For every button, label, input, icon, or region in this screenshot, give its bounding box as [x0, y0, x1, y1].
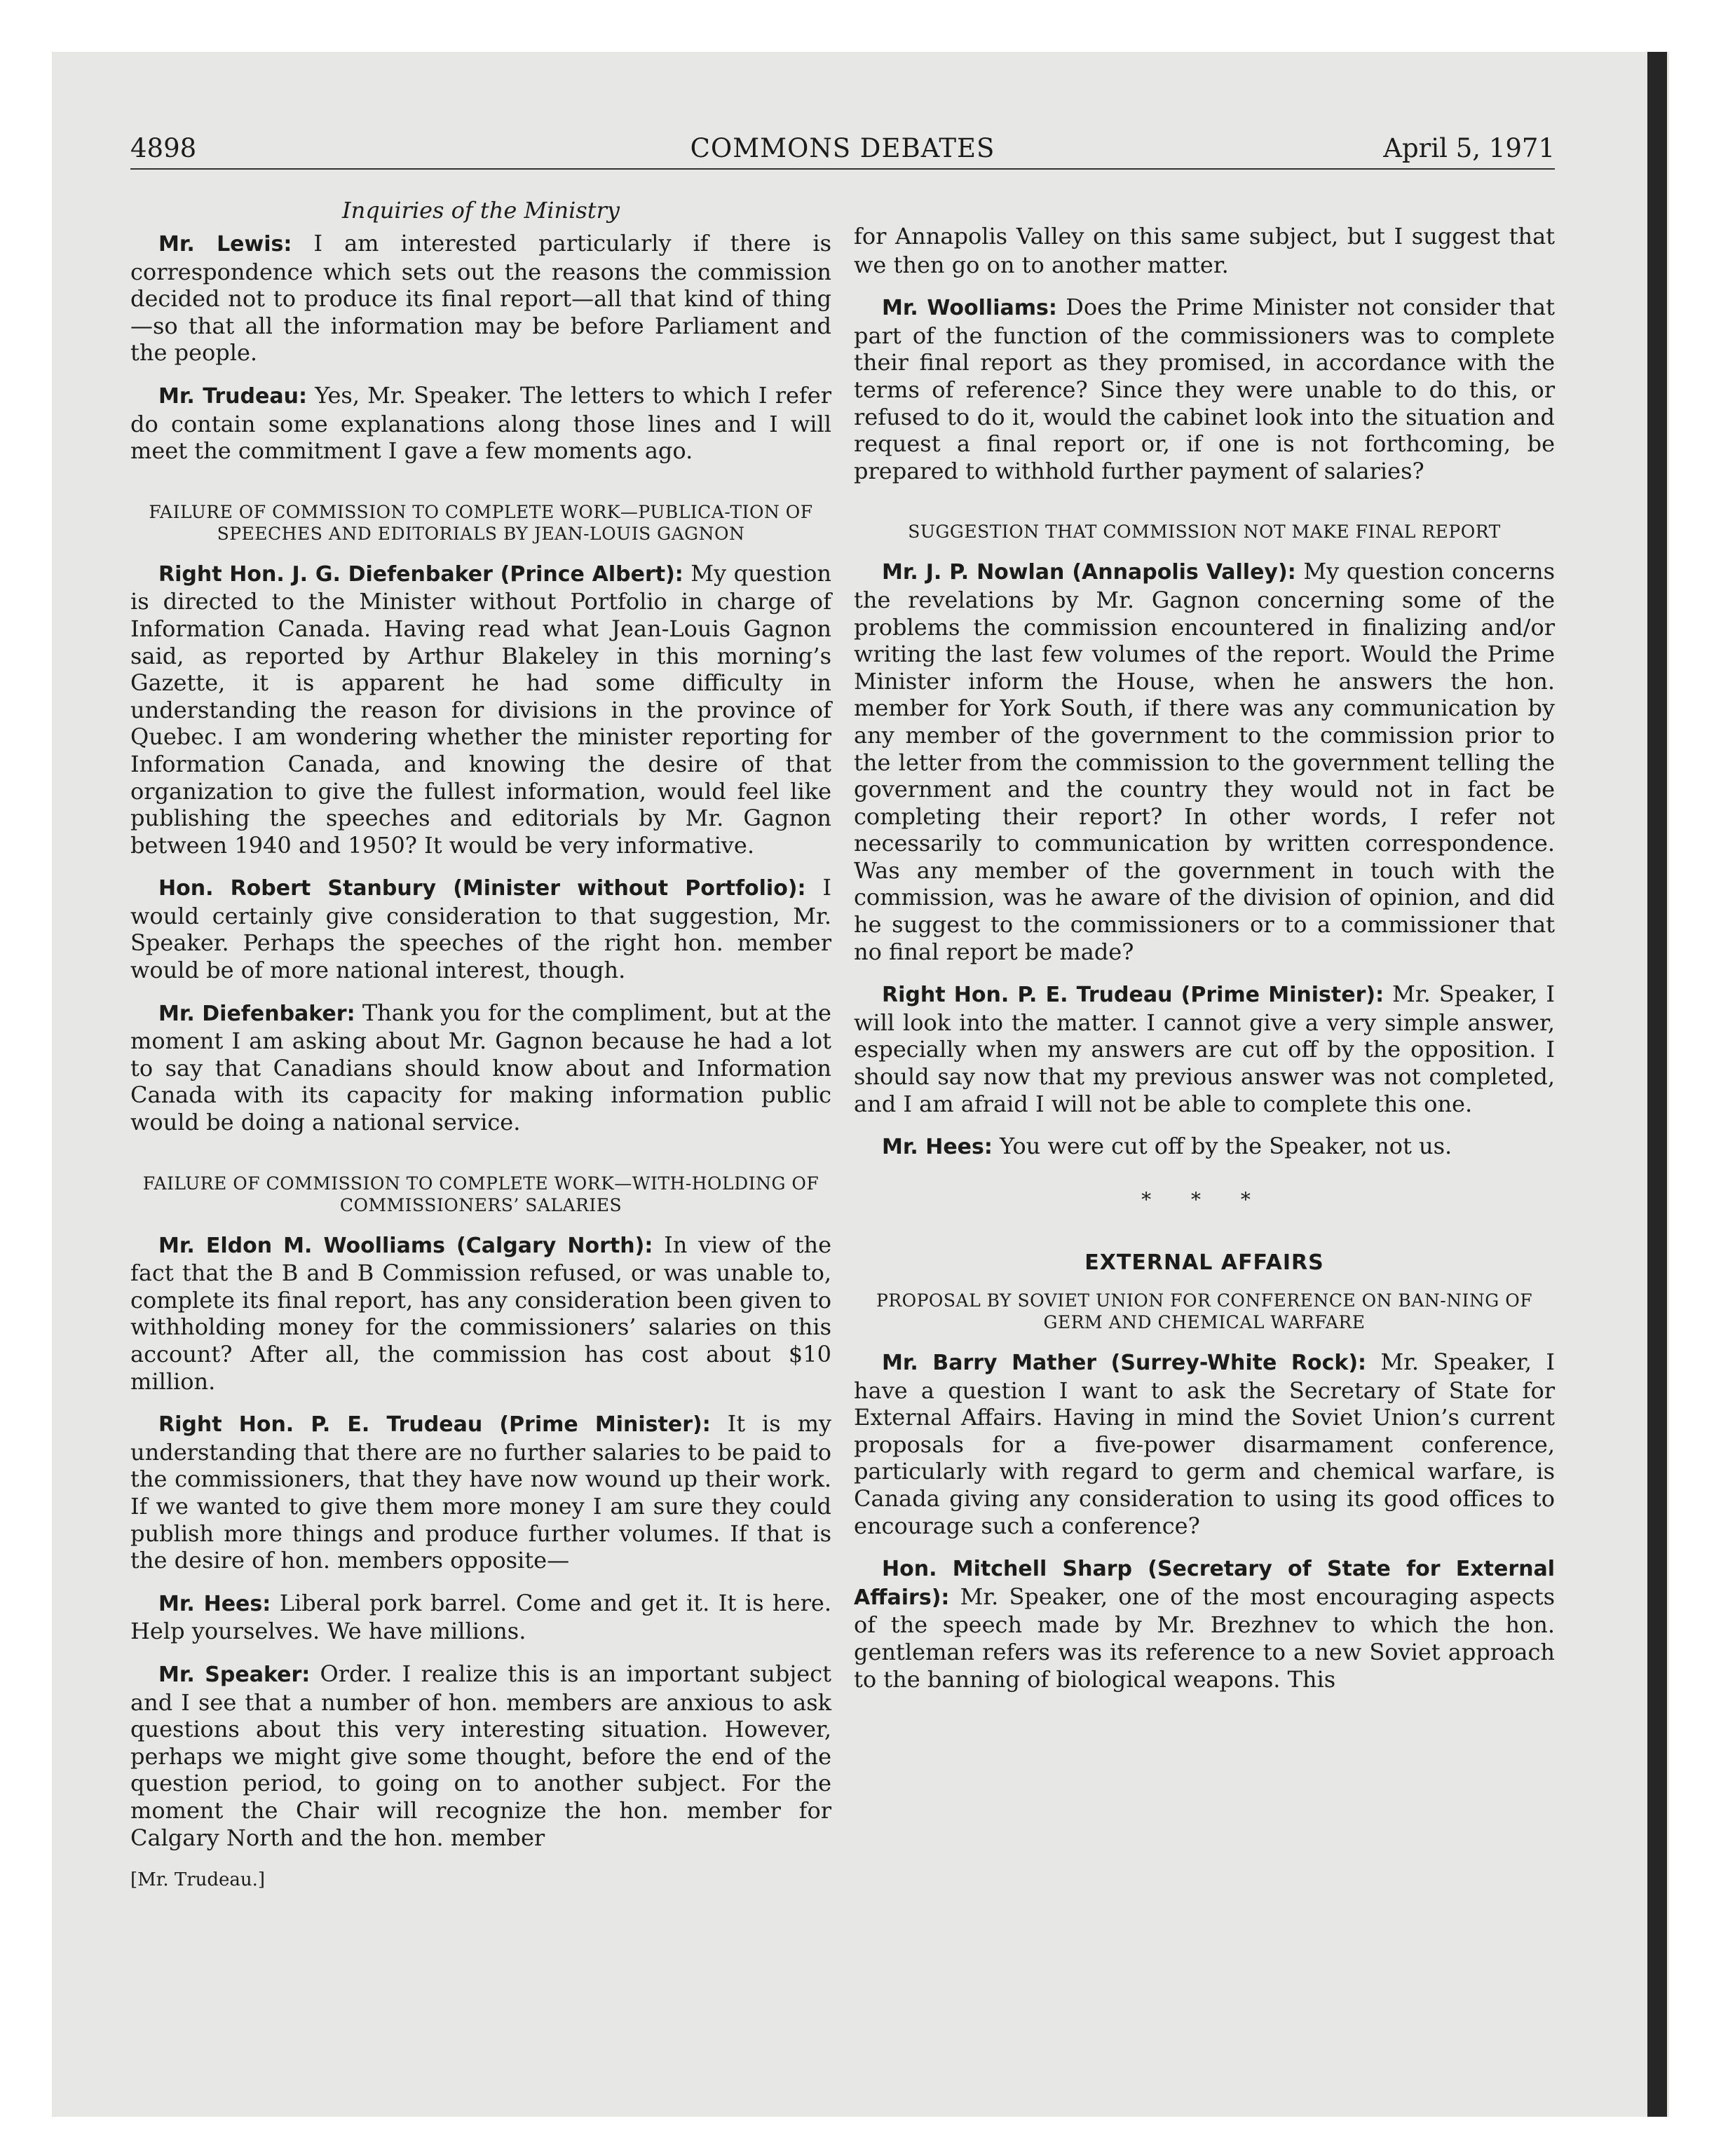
- speech-text: You were cut off by the Speaker, not us.: [992, 1133, 1452, 1160]
- paragraph: [130, 1410, 831, 1574]
- speaker-name: Hon. Mitchell Sharp (Secretary of State for External Affairs):: [854, 1557, 1555, 1610]
- paragraph: [130, 1590, 831, 1645]
- speaker-name: Mr. Diefenbaker:: [158, 1001, 355, 1026]
- scan-edge-shadow: [1647, 52, 1667, 2117]
- running-head: Inquiries of the Ministry: [342, 197, 620, 224]
- paragraph: [854, 223, 1555, 278]
- speaker-name: Mr. Barry Mather (Surrey-White Rock):: [882, 1351, 1367, 1375]
- paragraph: [130, 874, 831, 983]
- speaker-name: Hon. Robert Stanbury (Minister without Portfolio):: [158, 876, 806, 901]
- speaker-name: Mr. Woolliams:: [882, 296, 1057, 321]
- section-heading: FAILURE OF COMMISSION TO COMPLETE WORK—PUBLICA-TION OF SPEECHES AND EDITORIALS BY JEAN-LOUIS GAGNON: [149, 501, 813, 544]
- speaker-name: Mr. Lewis:: [158, 232, 292, 257]
- speech-text: Does the Prime Minister not consider that part of the function of the commissioners was to complete their final report as they promised, in accordance with the terms of reference? Since they were unable to do this, or refused to do it, would the cabinet look into the situation and request a final report or, if one is not forthcoming, be prepared to withhold further payment of salaries?: [854, 294, 1555, 484]
- section-heading: SUGGESTION THAT COMMISSION NOT MAKE FINAL REPORT: [908, 521, 1501, 543]
- speech-text: I am interested particularly if there is correspondence which sets out the reasons the commission decided not to produce its final report—all that kind of thing—so that all the information may be before Parliament and the people.: [130, 230, 832, 367]
- speaker-name: Mr. J. P. Nowlan (Annapolis Valley):: [882, 560, 1296, 585]
- speech-text: In view of the fact that the B and B Commission refused, or was unable to, complete its final report, has any consideration been given to withholding money for the commissioners’ salaries on this account? After all, the commission has cost about $10 million.: [130, 1231, 832, 1395]
- speech-text: Liberal pork barrel. Come and get it. It is here. Help yourselves. We have millions.: [130, 1589, 832, 1645]
- paragraph: [130, 1660, 831, 1851]
- speech-text: Mr. Speaker, one of the most encouraging aspects of the speech made by Mr. Brezhnev to which the hon. gentleman refers was its reference to a new Soviet approach to the banning of biological weapons. This: [854, 1583, 1555, 1693]
- publication-title: COMMONS DEBATES: [690, 133, 995, 163]
- speaker-name: Mr. Trudeau:: [158, 383, 307, 409]
- paragraph: [130, 560, 831, 859]
- paragraph: [854, 1133, 1555, 1161]
- section-heading: FAILURE OF COMMISSION TO COMPLETE WORK—WITH-HOLDING OF COMMISSIONERS’ SALARIES: [142, 1173, 819, 1215]
- speech-text: My question concerns the revelations by Mr. Gagnon concerning some of the problems the commission encountered in finalizing and/or writing the last few volumes of the report. Would the Prime Minister inform the House, when he answers the hon. member for York South, if there was any communication by any member of the government to the commission prior to the letter from the commission to the government telling the government and the country they would not in fact be completing their report? In other words, I refer not necessarily to communication by written correspondence. Was any member of the government in touch with the commission, was he aware of the division of opinion, and did he suggest to the commissioners or to a commissioner that no final report be made?: [854, 558, 1556, 965]
- speech-text: My question is directed to the Minister without Portfolio in charge of Information Canada. Having read what Jean-Louis Gagnon said, as reported by Arthur Blakeley in this morning’s Gazette, it is apparent he had some difficulty in understanding the reason for divisions in the province of Quebec. I am wondering whether the minister reporting for Information Canada, and knowing the desire of that organization to give the fullest information, would feel like publishing the speeches and editorials by Mr. Gagnon between 1940 and 1950? It would be very informative.: [130, 559, 832, 859]
- speech-text: I would certainly give consideration to that suggestion, Mr. Speaker. Perhaps the speeches of the right hon. member would be of more national interest, though.: [130, 874, 831, 984]
- speaker-name: Mr. Speaker:: [158, 1662, 311, 1687]
- page-header: [130, 132, 1555, 170]
- publication-date: April 5, 1971: [1383, 133, 1555, 163]
- section-separator: * * *: [1141, 1187, 1267, 1211]
- speech-text: It is my understanding that there are no further salaries to be paid to the commissioners, that they have now wound up their work. If we wanted to give them more money I am sure they could publish more things and produce further volumes. If that is the desire of hon. members opposite—: [130, 1410, 831, 1574]
- paragraph: [854, 294, 1555, 484]
- speech-text: Mr. Speaker, I have a question I want to ask the Secretary of State for External Affairs. Having in mind the Soviet Union’s current proposals for a five-power disarmament conference, particularly with regard to germ and chemical warfare, is Canada giving any consideration to using its good offices to encourage such a conference?: [854, 1349, 1555, 1539]
- right-column: [854, 223, 1555, 1708]
- speech-text: Yes, Mr. Speaker. The letters to which I refer do contain some explanations along those lines and I will meet the commitment I gave a few moments ago.: [130, 381, 832, 465]
- left-column: [130, 196, 831, 1894]
- paragraph: [854, 981, 1555, 1117]
- page-number: 4898: [130, 133, 197, 163]
- paragraph: [854, 1555, 1555, 1693]
- paragraph: [130, 999, 831, 1136]
- paragraph: [854, 558, 1555, 965]
- page-footnote: [Mr. Trudeau.]: [130, 1869, 266, 1891]
- paragraph: [130, 382, 831, 465]
- speaker-name: Mr. Hees:: [882, 1135, 993, 1160]
- speaker-name: Right Hon. P. E. Trudeau (Prime Minister):: [882, 983, 1384, 1008]
- speaker-name: Mr. Hees:: [158, 1591, 271, 1616]
- speaker-name: Mr. Eldon M. Woolliams (Calgary North):: [158, 1233, 653, 1258]
- paragraph: [130, 1231, 831, 1396]
- section-heading: PROPOSAL BY SOVIET UNION FOR CONFERENCE ON BAN-NING OF GERM AND CHEMICAL WARFARE: [876, 1290, 1533, 1332]
- speaker-name: Right Hon. P. E. Trudeau (Prime Minister):: [158, 1412, 711, 1438]
- section-title: EXTERNAL AFFAIRS: [1084, 1250, 1324, 1276]
- speech-text: for Annapolis Valley on this same subject, but I suggest that we then go on to another matter.: [854, 223, 1555, 278]
- paragraph: [854, 1349, 1555, 1539]
- paragraph: [130, 230, 831, 367]
- speech-text: Order. I realize this is an important subject and I see that a number of hon. members are anxious to ask questions about this very interesting situation. However, perhaps we might give some thought, before the end of the question period, to going on to another subject. For the moment the Chair will recognize the hon. member for Calgary North and the hon. member: [130, 1660, 832, 1851]
- speech-text: Mr. Speaker, I will look into the matter. I cannot give a very simple answer, especially when my answers are cut off by the opposition. I should say now that my previous answer was not completed, and I am afraid I will not be able to complete this one.: [854, 981, 1555, 1117]
- speaker-name: Right Hon. J. G. Diefenbaker (Prince Albert):: [158, 561, 683, 587]
- speech-text: Thank you for the compliment, but at the moment I am asking about Mr. Gagnon because he had a lot to say that Canadians should know about and Information Canada with its capacity for making information public would be doing a national service.: [130, 999, 831, 1136]
